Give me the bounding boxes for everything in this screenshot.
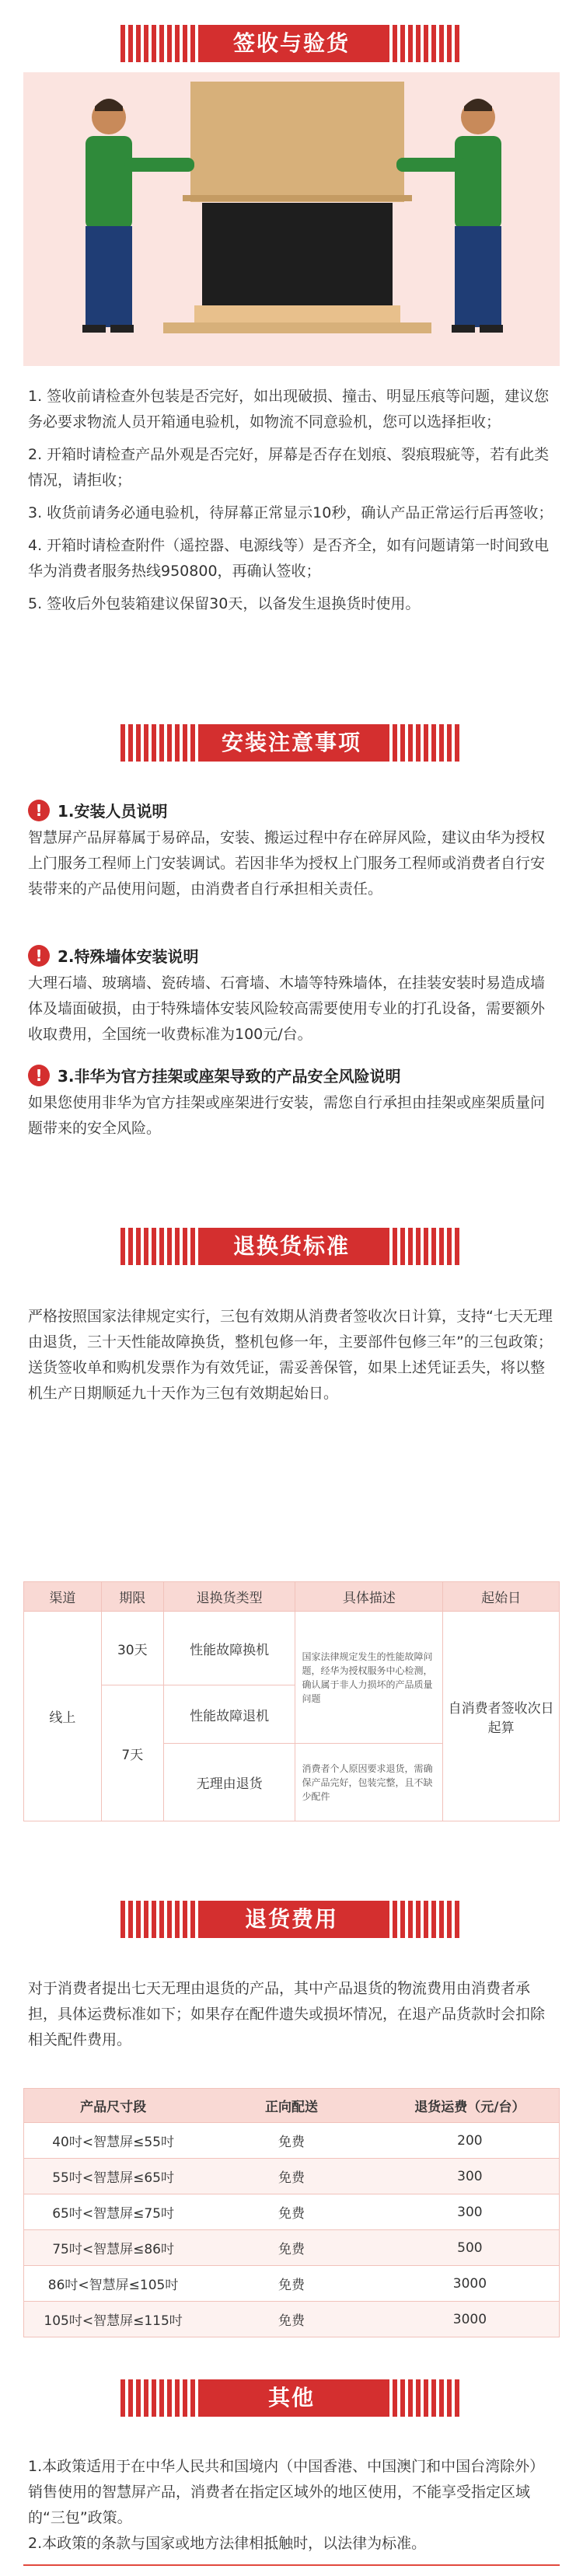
list-item: 5. 签收后外包装箱建议保留30天，以备发生退换货时使用。	[28, 595, 421, 612]
warning-icon: !	[28, 800, 50, 821]
section-header-install	[0, 724, 583, 762]
table-cell: 86吋<智慧屏≤105吋	[24, 2266, 203, 2302]
section-title: 退货费用	[198, 1901, 385, 1938]
return-standard-table	[23, 1581, 560, 1821]
table-cell: 200	[381, 2123, 560, 2159]
table-cell: 40吋<智慧屏≤55吋	[24, 2123, 203, 2159]
table-row	[24, 2159, 560, 2194]
table-cell: 免费	[202, 2194, 381, 2230]
table-row	[24, 2230, 560, 2266]
table-header: 渠道	[24, 1582, 102, 1612]
install-note-2-title: ! 2.特殊墙体安装说明	[28, 944, 199, 967]
table-cell: 55吋<智慧屏≤65吋	[24, 2159, 203, 2194]
inspection-list	[28, 384, 557, 624]
table-row	[24, 2302, 560, 2337]
table-cell: 500	[381, 2230, 560, 2266]
table-header: 退换货类型	[163, 1582, 295, 1612]
table-cell: 免费	[202, 2302, 381, 2337]
section-title: 安装注意事项	[198, 724, 385, 762]
install-note-3-title: ! 3.非华为官方挂架或座架导致的产品安全风险说明	[28, 1064, 401, 1086]
return-standard-intro: 严格按照国家法律规定实行，三包有效期从消费者签收次日计算，支持“七天无理由退货，三十天性能故障换货，整机包修一年，主要部件包修三年”的三包政策；送货签收单和购机发票作为有效凭证，需妥善保管，如果上述凭证丢失，将以整机生产日期顺延九十天作为三包有效期起始日。	[28, 1308, 553, 1402]
other-list	[28, 2454, 557, 2557]
table-cell: 300	[381, 2194, 560, 2230]
install-note-3-body: 如果您使用非华为官方挂架或座架进行安装，需您自行承担由挂架或座架质量问题带来的安全风险。	[28, 1094, 546, 1137]
section-header-fee	[0, 1901, 583, 1938]
table-row	[24, 2266, 560, 2302]
table-row	[24, 2194, 560, 2230]
table-cell: 免费	[202, 2230, 381, 2266]
table-cell: 自消费者签收次日起算	[443, 1612, 560, 1821]
table-cell: 无理由退货	[163, 1744, 295, 1821]
list-item: 2.本政策的条款与国家或地方法律相抵触时，以法律为标准。	[28, 2535, 427, 2552]
section-title: 其他	[198, 2379, 385, 2417]
table-cell: 性能故障退机	[163, 1685, 295, 1744]
table-header: 产品尺寸段	[24, 2089, 203, 2123]
table-cell: 免费	[202, 2266, 381, 2302]
install-note-1-body: 智慧屏产品屏幕属于易碎品，安装、搬运过程中存在碎屏风险，建议由华为授权上门服务工程师上门安装调试。若因非华为授权上门服务工程师或消费者自行安装带来的产品使用问题，由消费者自行承担相关责任。	[28, 829, 546, 898]
table-cell: 免费	[202, 2123, 381, 2159]
warning-icon: !	[28, 1065, 50, 1086]
two-people-lifting-tv-icon	[23, 72, 560, 366]
table-cell: 国家法律规定发生的性能故障问题，经华为授权服务中心检测，确认属于非人力损坏的产品质量问题	[295, 1612, 443, 1744]
table-header: 起始日	[443, 1582, 560, 1612]
fee-table	[23, 2088, 560, 2337]
install-note-2-body: 大理石墙、玻璃墙、瓷砖墙、石膏墙、木墙等特殊墙体，在挂装安装时易造成墙体及墙面破损，由于特殊墙体安装风险较高需要使用专业的打孔设备，需要额外收取费用，全国统一收费标准为100元/台。	[28, 974, 546, 1043]
delivery-illustration	[23, 72, 560, 366]
table-header: 具体描述	[295, 1582, 443, 1612]
warning-icon: !	[28, 945, 50, 967]
table-cell: 免费	[202, 2159, 381, 2194]
table-cell: 3000	[381, 2266, 560, 2302]
list-item: 2. 开箱时请检查产品外观是否完好，屏幕是否存在划痕、裂痕瑕疵等，若有此类情况，请拒收；	[28, 446, 550, 489]
section-header-other	[0, 2379, 583, 2417]
table-cell: 30天	[101, 1612, 163, 1685]
table-cell: 线上	[24, 1612, 102, 1821]
fee-intro: 对于消费者提出七天无理由退货的产品，其中产品退货的物流费用由消费者承担，具体运费标准如下；如果存在配件遗失或损坏情况，在退产品货款时会扣除相关配件费用。	[28, 1980, 546, 2048]
table-row	[24, 2123, 560, 2159]
list-item: 1.本政策适用于在中华人民共和国境内（中国香港、中国澳门和中国台湾除外）销售使用的智慧屏产品，消费者在指定区域外的地区使用，不能享受指定区域的“三包”政策。	[28, 2458, 545, 2526]
section-title: 签收与验货	[198, 25, 385, 62]
table-cell: 7天	[101, 1685, 163, 1821]
table-cell: 300	[381, 2159, 560, 2194]
list-item: 4. 开箱时请检查附件（遥控器、电源线等）是否齐全，如有问题请第一时间致电华为消费者服务热线950800，再确认签收；	[28, 537, 550, 580]
table-header: 正向配送	[202, 2089, 381, 2123]
table-cell: 消费者个人原因要求退货，需确保产品完好，包装完整，且不缺少配件	[295, 1744, 443, 1821]
bottom-divider	[23, 2564, 560, 2566]
table-cell: 65吋<智慧屏≤75吋	[24, 2194, 203, 2230]
table-cell: 105吋<智慧屏≤115吋	[24, 2302, 203, 2337]
table-cell: 75吋<智慧屏≤86吋	[24, 2230, 203, 2266]
table-cell: 3000	[381, 2302, 560, 2337]
table-header: 退货运费（元/台）	[381, 2089, 560, 2123]
install-note-1-title: ! 1.安装人员说明	[28, 799, 168, 821]
section-title: 退换货标准	[198, 1228, 385, 1265]
list-item: 3. 收货前请务必通电验机，待屏幕正常显示10秒，确认产品正常运行后再签收；	[28, 504, 553, 521]
section-header-inspection	[0, 25, 583, 62]
table-cell: 性能故障换机	[163, 1612, 295, 1685]
section-header-return-standard	[0, 1228, 583, 1265]
list-item: 1. 签收前请检查外包装是否完好，如出现破损、撞击、明显压痕等问题，建议您务必要求物流人员开箱通电验机，如物流不同意验机，您可以选择拒收；	[28, 388, 550, 430]
table-header: 期限	[101, 1582, 163, 1612]
